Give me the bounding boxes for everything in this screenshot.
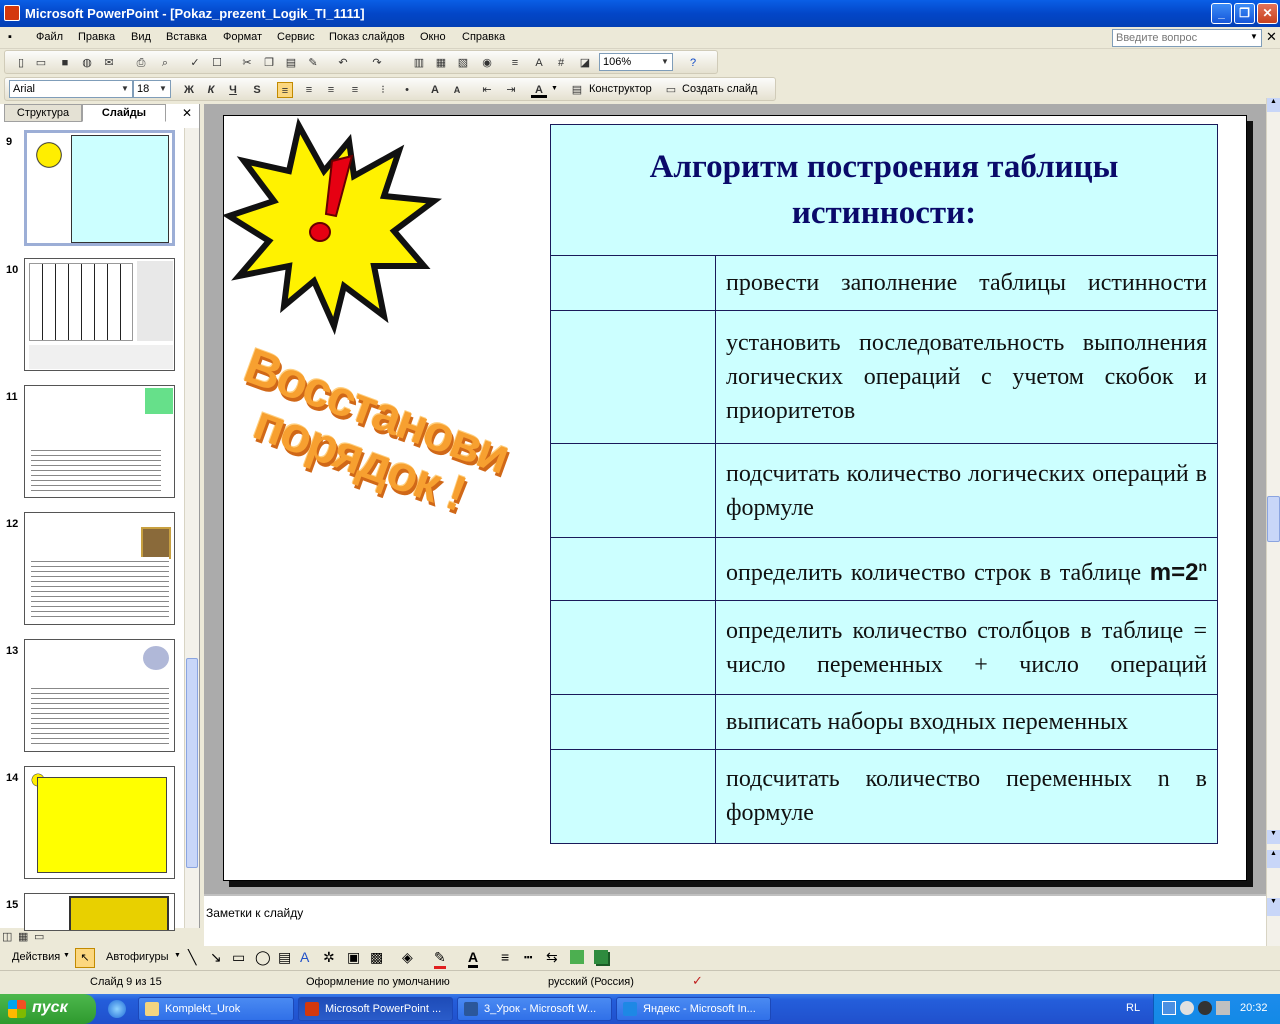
- rectangle-tool-icon[interactable]: ▭: [232, 949, 246, 965]
- open-icon[interactable]: ▭: [35, 57, 47, 69]
- slide-thumbnail-15[interactable]: [24, 893, 175, 931]
- thumb-table: [71, 135, 169, 243]
- task-word[interactable]: [457, 997, 612, 1021]
- task-label: Komplekt_Urok: [165, 1003, 241, 1015]
- order-cell[interactable]: [551, 749, 716, 843]
- slide-thumbnail-12[interactable]: [24, 512, 175, 625]
- slide-show-icon[interactable]: ▭: [34, 931, 45, 943]
- show-formatting-icon[interactable]: A: [535, 57, 543, 69]
- autoshapes-menu[interactable]: Автофигуры: [106, 951, 169, 963]
- close-document-icon[interactable]: ✕: [1266, 29, 1277, 44]
- order-cell[interactable]: [551, 695, 716, 750]
- minimize-button[interactable]: _: [1211, 3, 1232, 24]
- bold-button[interactable]: Ж: [184, 84, 194, 96]
- align-right-icon[interactable]: ≡: [327, 84, 335, 96]
- language-indicator[interactable]: RL: [1126, 1002, 1141, 1014]
- slide-counter: Слайд 9 из 15: [90, 976, 162, 988]
- bullets-icon[interactable]: •: [405, 84, 409, 96]
- insert-table-icon[interactable]: ▦: [435, 57, 447, 69]
- chevron-down-icon: ▼: [159, 84, 167, 93]
- menu-insert[interactable]: Вставка: [166, 31, 207, 43]
- order-cell[interactable]: [551, 310, 716, 444]
- wordart-restore-order: Восстанови порядок !: [237, 337, 516, 522]
- clock: 20:32: [1240, 1002, 1268, 1014]
- powerpoint-icon: [305, 1002, 319, 1016]
- order-cell[interactable]: [551, 444, 716, 538]
- formatting-toolbar: [4, 77, 776, 101]
- slide-number-13: 13: [6, 645, 19, 657]
- step-cell: установить последовательность выполнения логических операций с учетом скобок и приоритетов: [716, 310, 1218, 444]
- thumb-lines: [31, 684, 169, 746]
- slide-canvas[interactable]: [223, 115, 1247, 881]
- picture-tool-icon[interactable]: ▩: [370, 949, 384, 965]
- zoom-select[interactable]: [599, 53, 673, 71]
- antivirus-icon[interactable]: [1198, 1001, 1212, 1015]
- slide-thumbnail-11[interactable]: [24, 385, 175, 498]
- menu-window[interactable]: Окно: [420, 31, 446, 43]
- ask-question-input[interactable]: Введите вопрос: [1112, 29, 1262, 47]
- volume-icon[interactable]: [1180, 1001, 1194, 1015]
- step-cell: выписать наборы входных переменных: [716, 695, 1218, 750]
- menu-view[interactable]: Вид: [131, 31, 151, 43]
- step-cell: [716, 538, 1218, 601]
- line-color-icon[interactable]: ✎: [434, 949, 446, 969]
- fill-color-icon[interactable]: ◈: [402, 949, 413, 965]
- slide-number-15: 15: [6, 899, 19, 911]
- permission-icon[interactable]: ◍: [82, 57, 92, 69]
- slide-number-10: 10: [6, 264, 19, 276]
- ie-icon: [623, 1002, 637, 1016]
- email-icon[interactable]: ✉: [104, 57, 114, 69]
- step-text: определить количество строк в таблице: [726, 559, 1150, 586]
- formula-base: m=2: [1149, 558, 1199, 586]
- chevron-down-icon[interactable]: ▼: [551, 85, 558, 92]
- design-name: Оформление по умолчанию: [306, 976, 450, 988]
- menu-file[interactable]: Файл: [36, 31, 64, 43]
- view-buttons: [2, 930, 62, 946]
- draw-actions-menu[interactable]: Действия: [12, 951, 61, 963]
- redo-icon[interactable]: ↷: [372, 57, 382, 69]
- increase-font-icon[interactable]: A: [431, 84, 439, 96]
- menu-tools[interactable]: Сервис: [277, 31, 315, 43]
- thumb-diagram: [29, 263, 133, 341]
- wordart-tool-icon[interactable]: A: [300, 949, 310, 965]
- ask-dropdown-icon[interactable]: ▼: [1250, 32, 1258, 41]
- slide-sorter-icon[interactable]: ▦: [18, 931, 29, 943]
- decrease-font-icon[interactable]: A: [453, 85, 461, 95]
- slide-vertical-scrollbar[interactable]: [1266, 98, 1280, 946]
- slide-title: Алгоритм построения таблицы истинности:: [551, 125, 1218, 256]
- slide-number-14: 14: [6, 772, 19, 784]
- undo-icon[interactable]: ↶: [338, 57, 348, 69]
- designer-icon[interactable]: ▤: [571, 84, 583, 96]
- save-icon[interactable]: ■: [61, 57, 69, 69]
- formula-rows: [1150, 559, 1207, 586]
- next-slide-icon[interactable]: ▼: [1267, 898, 1280, 916]
- insert-hyperlink-icon[interactable]: ◉: [482, 57, 492, 69]
- menu-slideshow[interactable]: Показ слайдов: [329, 31, 405, 43]
- word-icon: [464, 1002, 478, 1016]
- step-cell: провести заполнение таблицы истинности: [716, 256, 1218, 311]
- help-icon[interactable]: ?: [689, 57, 697, 69]
- powerpoint-app-icon[interactable]: [4, 5, 20, 21]
- font-color-draw-icon[interactable]: A: [468, 949, 478, 968]
- scroll-thumb[interactable]: [186, 658, 198, 868]
- research-icon[interactable]: ☐: [212, 57, 222, 69]
- step-cell: подсчитать количество логических операций в формуле: [716, 444, 1218, 538]
- underline-button[interactable]: Ч: [229, 84, 237, 96]
- insert-chart-icon[interactable]: ▥: [413, 57, 425, 69]
- start-label: пуск: [32, 999, 68, 1016]
- scroll-up-icon[interactable]: ▲: [1267, 98, 1280, 112]
- thumb-yellow-image: [69, 896, 169, 931]
- drawing-toolbar: [0, 946, 1280, 970]
- chevron-down-icon: ▼: [121, 84, 129, 93]
- designer-button[interactable]: Конструктор: [589, 83, 652, 95]
- print-icon[interactable]: ⎙: [136, 57, 146, 69]
- paste-icon[interactable]: ▤: [285, 57, 297, 69]
- explosion-burst: [229, 126, 434, 326]
- scroll-thumb[interactable]: [1267, 496, 1280, 542]
- justify-icon[interactable]: ≡: [351, 84, 359, 96]
- table-row: [551, 601, 1218, 695]
- font-name-select[interactable]: [9, 80, 133, 98]
- slide-thumbnail-13[interactable]: [24, 639, 175, 752]
- explosion-thumb-icon: [31, 137, 67, 173]
- notes-placeholder: Заметки к слайду: [206, 906, 304, 920]
- new-slide-button[interactable]: Создать слайд: [682, 83, 758, 95]
- new-slide-icon[interactable]: ▭: [665, 84, 677, 96]
- menu-help[interactable]: Справка: [462, 31, 506, 43]
- order-cell[interactable]: [551, 256, 716, 311]
- slide-number-11: 11: [6, 391, 18, 403]
- italic-button[interactable]: К: [207, 84, 215, 96]
- thumb-text: [29, 345, 173, 369]
- menu-edit[interactable]: Правка: [78, 31, 116, 43]
- arrow-style-icon[interactable]: ⇆: [546, 949, 558, 965]
- close-button[interactable]: ✕: [1257, 3, 1278, 24]
- exclamation-dot: [310, 223, 330, 241]
- task-label: Microsoft PowerPoint ...: [325, 1003, 442, 1015]
- color-grayscale-icon[interactable]: ◪: [579, 57, 591, 69]
- dash-style-icon[interactable]: ┅: [524, 949, 533, 965]
- table-row: [551, 749, 1218, 843]
- slide-thumbnail-10[interactable]: [24, 258, 175, 371]
- thumb-photo: [141, 527, 171, 559]
- close-pane-icon[interactable]: ✕: [182, 106, 193, 120]
- numbering-icon[interactable]: ⁝: [381, 84, 385, 96]
- chevron-down-icon: ▼: [63, 952, 70, 959]
- copy-icon[interactable]: ❐: [264, 57, 274, 69]
- tables-borders-icon[interactable]: ▧: [457, 57, 469, 69]
- scroll-down-icon[interactable]: ▼: [1267, 830, 1280, 844]
- slide-thumbnail-14[interactable]: [24, 766, 175, 879]
- chevron-down-icon: ▼: [174, 952, 181, 959]
- shadow-style-icon[interactable]: [570, 950, 584, 964]
- slides-pane: [0, 104, 200, 928]
- decrease-indent-icon[interactable]: ⇤: [482, 84, 492, 96]
- thumb-lines: [31, 557, 169, 619]
- thumb-sidebar: [137, 261, 173, 341]
- windows-logo-icon: [8, 1000, 26, 1018]
- step-cell: определить количество столбцов в таблице = число переменных + число операций: [716, 601, 1218, 695]
- slide-editing-area: [204, 104, 1266, 894]
- menu-icon[interactable]: ▪: [8, 31, 12, 43]
- line-tool-icon[interactable]: ╲: [188, 949, 197, 965]
- font-size-value: 18: [137, 83, 150, 95]
- task-label: Яндекс - Microsoft In...: [643, 1003, 756, 1015]
- table-row: [551, 310, 1218, 444]
- normal-view-icon[interactable]: ◫: [2, 931, 13, 943]
- ie-quicklaunch-icon[interactable]: [108, 1000, 126, 1018]
- notes-pane[interactable]: [204, 894, 1266, 946]
- slide-thumbnail-9[interactable]: [24, 130, 175, 246]
- window-title: Microsoft PowerPoint - [Pokaz_prezent_Logik_TI_1111]: [25, 6, 365, 21]
- task-powerpoint[interactable]: [298, 997, 453, 1021]
- new-icon[interactable]: ▯: [17, 57, 25, 69]
- tray-app-icon[interactable]: [1216, 1001, 1230, 1015]
- task-internet-explorer[interactable]: [616, 997, 771, 1021]
- spelling-status-icon[interactable]: ✓: [692, 973, 703, 988]
- increase-indent-icon[interactable]: ⇥: [506, 84, 516, 96]
- status-bar: [0, 970, 1280, 992]
- slide-number-9: 9: [6, 136, 13, 148]
- task-komplekt[interactable]: [138, 997, 294, 1021]
- restore-button[interactable]: ❐: [1234, 3, 1255, 24]
- font-name-value: Arial: [13, 83, 36, 95]
- line-style-icon[interactable]: ≡: [501, 949, 510, 965]
- cut-icon[interactable]: ✂: [242, 57, 252, 69]
- 3d-style-icon[interactable]: [594, 950, 608, 964]
- previous-slide-icon[interactable]: ▲: [1267, 850, 1280, 868]
- tab-slides[interactable]: Слайды: [82, 104, 166, 122]
- font-size-select[interactable]: [133, 80, 171, 98]
- spelling-icon[interactable]: ✓: [190, 57, 200, 69]
- title-bar: [0, 0, 1280, 27]
- network-icon[interactable]: [1162, 1001, 1176, 1015]
- shadow-button[interactable]: S: [253, 84, 261, 96]
- table-header-row: [551, 125, 1218, 256]
- thumb-cat-image: [143, 646, 169, 670]
- select-cursor-icon[interactable]: ↖: [75, 948, 95, 968]
- print-preview-icon[interactable]: ⌕: [161, 57, 169, 69]
- menu-format[interactable]: Формат: [223, 31, 263, 43]
- font-color-icon[interactable]: A: [531, 82, 547, 98]
- order-cell[interactable]: [551, 601, 716, 695]
- slides-pane-scrollbar[interactable]: [184, 128, 199, 928]
- language-status: русский (Россия): [548, 976, 634, 988]
- diagram-tool-icon[interactable]: ✲: [323, 949, 335, 965]
- align-center-icon[interactable]: ≡: [305, 84, 313, 96]
- zoom-value: 106%: [603, 56, 632, 68]
- chevron-down-icon: ▼: [661, 57, 669, 66]
- task-label: 3_Урок - Microsoft W...: [484, 1003, 597, 1015]
- menu-bar: [0, 27, 1280, 49]
- folder-icon: [145, 1002, 159, 1016]
- start-button[interactable]: [0, 994, 96, 1024]
- table-row: [551, 538, 1218, 601]
- formula-exponent: n: [1198, 557, 1207, 574]
- thumb-lines: [31, 446, 161, 492]
- order-cell[interactable]: [551, 538, 716, 601]
- arrow-tool-icon[interactable]: ↘: [210, 949, 222, 965]
- tab-outline[interactable]: Структура: [4, 104, 82, 122]
- table-row: [551, 444, 1218, 538]
- textbox-tool-icon[interactable]: ▤: [278, 949, 292, 965]
- thumb-yellow-table: [37, 777, 167, 873]
- oval-tool-icon[interactable]: ◯: [255, 949, 271, 965]
- step-cell: подсчитать количество переменных n в формуле: [716, 749, 1218, 843]
- clipart-tool-icon[interactable]: ▣: [347, 949, 361, 965]
- expand-all-icon[interactable]: ≡: [511, 57, 519, 69]
- thumb-pen-image: [145, 388, 173, 414]
- table-row: [551, 695, 1218, 750]
- taskbar: [0, 994, 1280, 1024]
- table-row: [551, 256, 1218, 311]
- system-tray: [1153, 994, 1280, 1024]
- show-grid-icon[interactable]: #: [557, 57, 565, 69]
- align-left-icon[interactable]: ≡: [277, 82, 293, 98]
- standard-toolbar: [4, 50, 718, 74]
- format-painter-icon[interactable]: ✎: [308, 57, 318, 69]
- slide-number-12: 12: [6, 518, 19, 530]
- algorithm-table[interactable]: [550, 124, 1218, 844]
